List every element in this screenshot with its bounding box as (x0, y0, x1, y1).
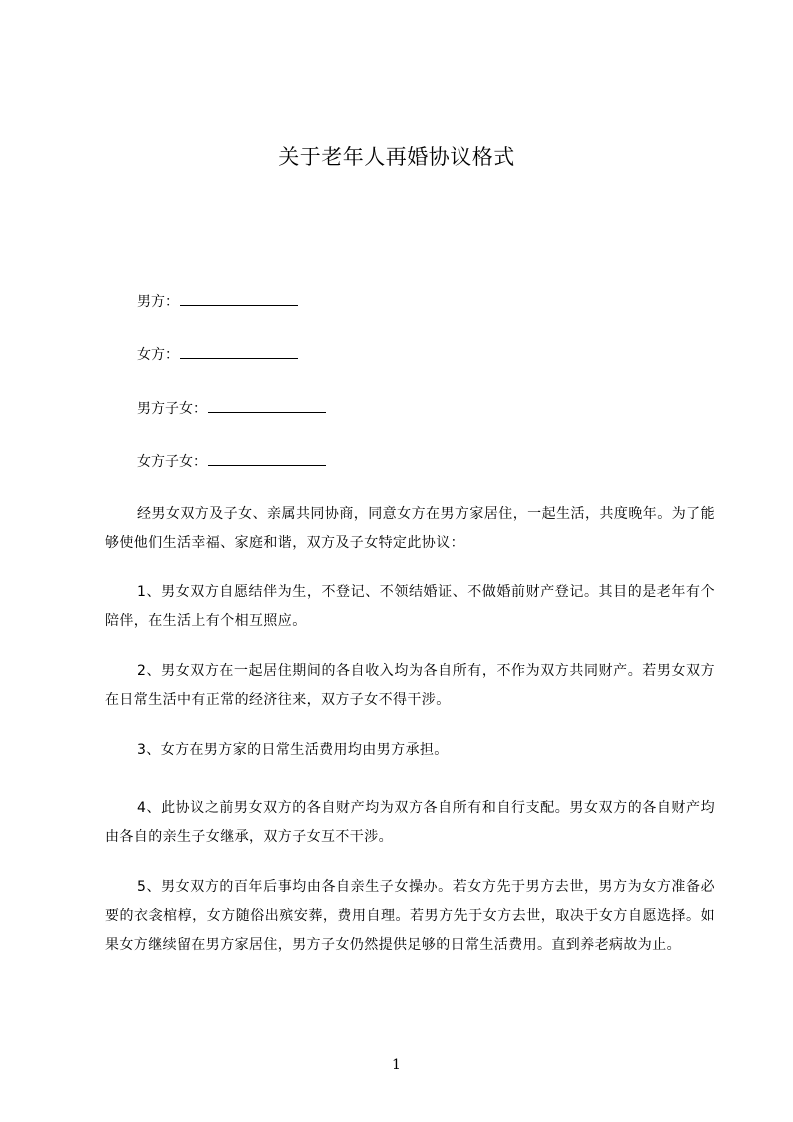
field-husband-children-blank (208, 398, 326, 413)
field-wife-children (137, 451, 326, 472)
field-wife-children-blank (208, 451, 326, 466)
document-title: 关于老年人再婚协议格式 (278, 145, 515, 169)
clause-1: 1、男女双方自愿结伴为生，不登记、不领结婚证、不做婚前财产登记。其目的是老年有个陪伴，在生活上有个相互照应。 (105, 584, 715, 629)
page-number: 1 (392, 1057, 401, 1073)
clause-2: 2、男女双方在一起居住期间的各自收入均为各自所有，不作为双方共同财产。若男女双方在日常生活中有正常的经济往来，双方子女不得干涉。 (105, 663, 715, 708)
field-wife-label: 女方： (137, 347, 179, 363)
field-husband-blank (180, 291, 298, 306)
clause-4: 4、此协议之前男女双方的各自财产均为双方各自所有和自行支配。男女双方的各自财产均由各自的亲生子女继承，双方子女互不干涉。 (105, 800, 715, 845)
clause-3: 3、女方在男方家的日常生活费用均由男方承担。 (137, 742, 449, 758)
field-husband-label: 男方： (137, 294, 179, 310)
field-wife-blank (180, 344, 298, 359)
field-husband (137, 291, 298, 312)
field-wife-children-label: 女方子女： (137, 454, 207, 470)
field-wife (137, 344, 298, 365)
clause-5: 5、男女双方的百年后事均由各自亲生子女操办。若女方先于男方去世，男方为女方准备必要的衣衾棺椁，女方随俗出殡安葬，费用自理。若男方先于女方去世，取决于女方自愿选择。如果女方继续留在男方家居住，男方子女仍然提供足够的日常生活费用。直到养老病故为止。 (105, 879, 715, 953)
field-husband-children-label: 男方子女： (137, 401, 207, 417)
intro-paragraph: 经男女双方及子女、亲属共同协商，同意女方在男方家居住，一起生活，共度晚年。为了能够使他们生活幸福、家庭和谐，双方及子女特定此协议： (105, 506, 715, 551)
field-husband-children (137, 398, 326, 419)
